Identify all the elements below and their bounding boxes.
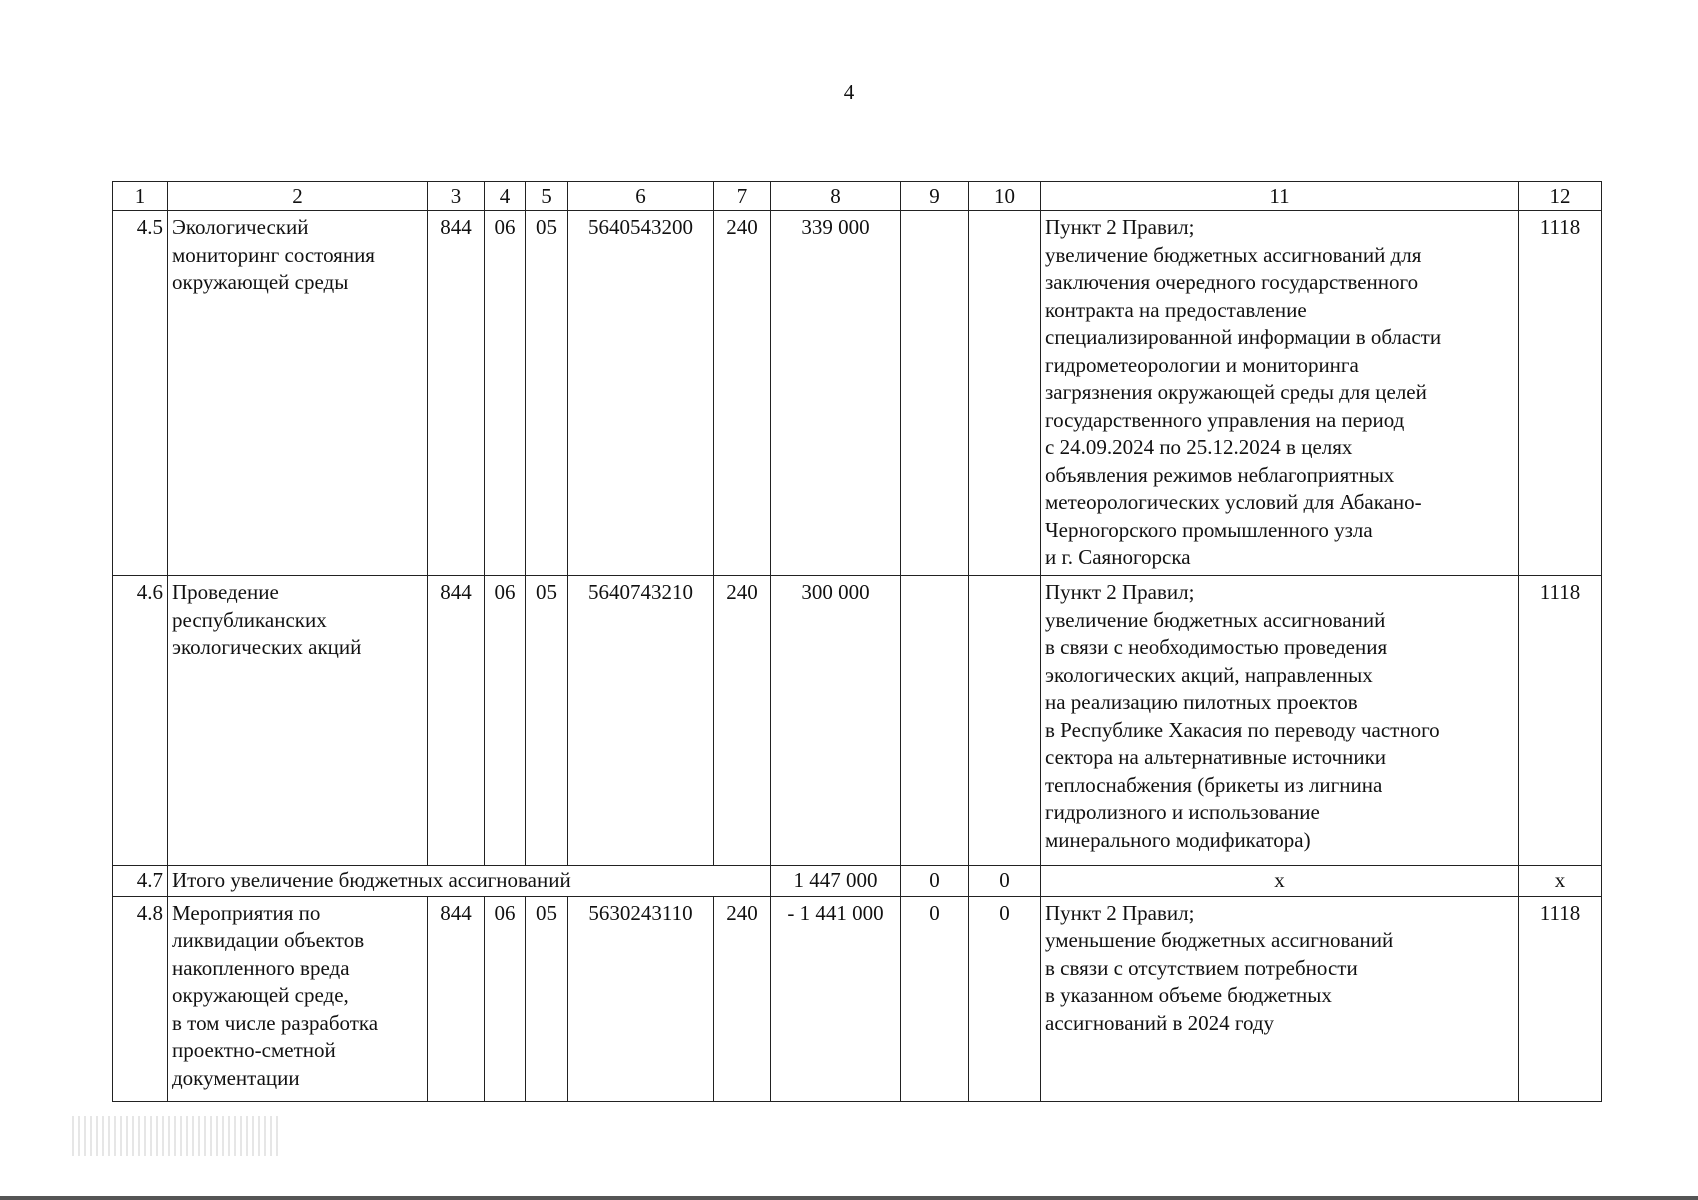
row-number: 4.8 <box>113 896 168 1101</box>
faint-stamp-mark <box>72 1116 282 1156</box>
cell-c7: 240 <box>714 576 771 866</box>
budget-table <box>112 181 1602 1102</box>
row-name: Проведение республиканских экологических акций <box>168 576 428 866</box>
cell-c6: 5630243110 <box>568 896 714 1101</box>
cell-c7: 240 <box>714 211 771 576</box>
cell-c3: 844 <box>428 211 485 576</box>
cell-c3: 844 <box>428 896 485 1101</box>
row-name: Экологический мониторинг состояния окружающей среды <box>168 211 428 576</box>
cell-c12: 1118 <box>1519 576 1602 866</box>
column-header: 10 <box>969 182 1041 211</box>
cell-c9 <box>901 211 969 576</box>
cell-c11: х <box>1041 866 1519 897</box>
cell-c4: 06 <box>485 576 526 866</box>
cell-c6: 5640743210 <box>568 576 714 866</box>
cell-c4: 06 <box>485 211 526 576</box>
row-number: 4.5 <box>113 211 168 576</box>
row-number: 4.6 <box>113 576 168 866</box>
cell-c10: 0 <box>969 896 1041 1101</box>
cell-c12: х <box>1519 866 1602 897</box>
cell-c10: 0 <box>969 866 1041 897</box>
page-number: 4 <box>843 80 855 104</box>
column-header: 7 <box>714 182 771 211</box>
cell-c8: 1 447 000 <box>771 866 901 897</box>
table-row-total <box>113 866 1602 897</box>
column-header: 1 <box>113 182 168 211</box>
cell-c10 <box>969 576 1041 866</box>
column-header: 3 <box>428 182 485 211</box>
cell-c8: - 1 441 000 <box>771 896 901 1101</box>
cell-c4: 06 <box>485 896 526 1101</box>
column-header: 9 <box>901 182 969 211</box>
cell-c12: 1118 <box>1519 211 1602 576</box>
scan-edge-line <box>0 1196 1698 1200</box>
cell-c3: 844 <box>428 576 485 866</box>
row-number: 4.7 <box>113 866 168 897</box>
cell-c5: 05 <box>526 211 568 576</box>
table-row <box>113 211 1602 576</box>
column-header: 2 <box>168 182 428 211</box>
cell-c5: 05 <box>526 576 568 866</box>
table-header-row <box>113 182 1602 211</box>
cell-c10 <box>969 211 1041 576</box>
column-header: 4 <box>485 182 526 211</box>
cell-c7: 240 <box>714 896 771 1101</box>
cell-c8: 339 000 <box>771 211 901 576</box>
cell-c12: 1118 <box>1519 896 1602 1101</box>
cell-c9: 0 <box>901 866 969 897</box>
cell-c11: Пункт 2 Правил; уменьшение бюджетных ассигнований в связи с отсутствием потребности в указанном объеме бюджетных ассигнований в 2024 году <box>1041 896 1519 1101</box>
cell-c5: 05 <box>526 896 568 1101</box>
column-header: 5 <box>526 182 568 211</box>
column-header: 11 <box>1041 182 1519 211</box>
cell-c11: Пункт 2 Правил; увеличение бюджетных ассигнований в связи с необходимостью проведения экологических акций, направленных на реализацию пилотных проектов в Республике Хакасия по переводу частного сектора на альтернативные источники теплоснабжения (брикеты из лигнина гидролизного и использование минерального модификатора) <box>1041 576 1519 866</box>
cell-c8: 300 000 <box>771 576 901 866</box>
row-name: Мероприятия по ликвидации объектов накопленного вреда окружающей среде, в том числе разработка проектно-сметной документации <box>168 896 428 1101</box>
table-row <box>113 576 1602 866</box>
column-header: 8 <box>771 182 901 211</box>
cell-c9: 0 <box>901 896 969 1101</box>
cell-c11: Пункт 2 Правил; увеличение бюджетных ассигнований для заключения очередного государственного контракта на предоставление специализированной информации в области гидрометеорологии и мониторинга загрязнения окружающей среды для целей государственного управления на период с 24.09.2024 по 25.12.2024 в целях объявления режимов неблагоприятных метеорологических условий для Абакано- Черногорского промышленного узла и г. Саяногорска <box>1041 211 1519 576</box>
column-header: 12 <box>1519 182 1602 211</box>
cell-c6: 5640543200 <box>568 211 714 576</box>
table-row <box>113 896 1602 1101</box>
row-name: Итого увеличение бюджетных ассигнований <box>168 866 771 897</box>
cell-c9 <box>901 576 969 866</box>
column-header: 6 <box>568 182 714 211</box>
